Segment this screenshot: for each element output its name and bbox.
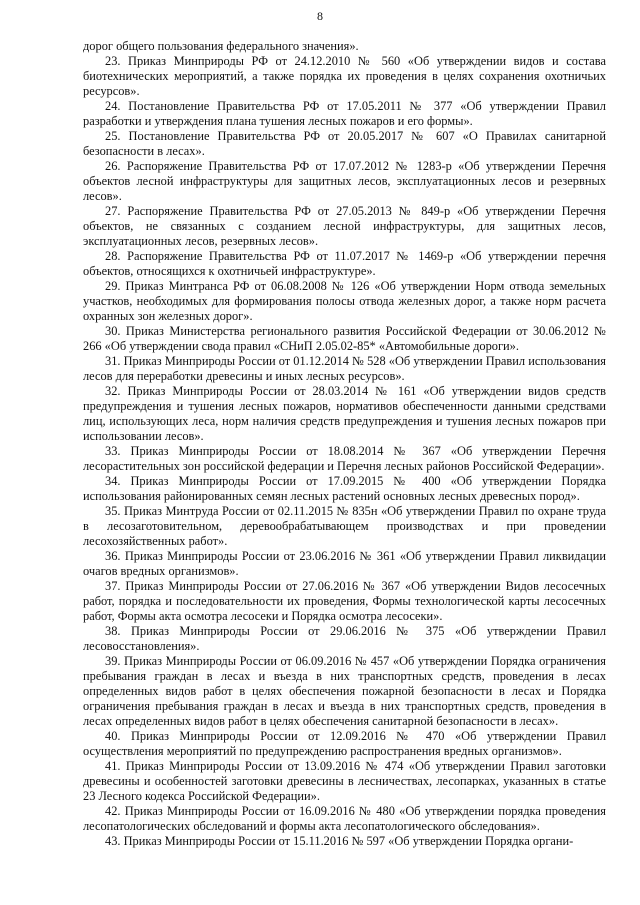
list-item-30: 30. Приказ Министерства регионального развития Российской Федерации от 30.06.2012 № 266 «Об утверждении свода правил «СНиП 2.05.02-85* «Автомобильные дороги». [83,324,606,353]
list-item-29: 29. Приказ Минтранса РФ от 06.08.2008 № 126 «Об утверждении Норм отвода земельных участков, необходимых для формирования полосы отвода железных дорог, а также норм расчета охранных зон железных дорог». [83,279,606,323]
list-item-28: 28. Распоряжение Правительства РФ от 11.07.2017 № 1469-р «Об утверждении перечня объектов, относящихся к охотничьей инфраструктуре». [83,249,606,278]
list-item-40: 40. Приказ Минприроды России от 12.09.2016 № 470 «Об утверждении Правил осуществления мероприятий по предупреждению распространения вредных организмов». [83,729,606,758]
continuation-paragraph: дорог общего пользования федерального значения». [83,39,359,53]
list-item-31: 31. Приказ Минприроды России от 01.12.2014 № 528 «Об утверждении Правил использования лесов для переработки древесины и иных лесных ресурсов». [83,354,606,383]
list-item-38: 38. Приказ Минприроды России от 29.06.2016 № 375 «Об утверждении Правил лесовосстановления». [83,624,606,653]
list-item-37: 37. Приказ Минприроды России от 27.06.2016 № 367 «Об утверждении Видов лесосечных работ, порядка и последовательности их проведения, Формы технологической карты лесосечных работ, Формы акта осмотра лесосеки и Порядка осмотра лесосеки». [83,579,606,623]
list-item-24: 24. Постановление Правительства РФ от 17.05.2011 № 377 «Об утверждении Правил разработки и утверждения плана тушения лесных пожаров и его формы». [83,99,606,128]
page-number: 8 [317,9,323,23]
list-item-23: 23. Приказ Минприроды РФ от 24.12.2010 № 560 «Об утверждении видов и состава биотехнических мероприятий, а также порядка их проведения в целях сохранения охотничьих ресурсов». [83,54,606,98]
list-item-41: 41. Приказ Минприроды России от 13.09.2016 № 474 «Об утверждении Правил заготовки древесины и особенностей заготовки древесины в лесничествах, лесопарках, указанных в статье 23 Лесного кодекса Российской Федерации». [83,759,606,803]
list-item-43: 43. Приказ Минприроды России от 15.11.2016 № 597 «Об утверждении Порядка органи- [105,834,574,848]
list-item-39: 39. Приказ Минприроды России от 06.09.2016 № 457 «Об утверждении Порядка ограничения пребывания граждан в лесах и въезда в них транспортных средств, проведения в лесах определенных видов работ в целях обеспечения пожарной безопасности в лесах и Порядка ограничения пребывания граждан в лесах и въезда в них транспортных средств, проведения в лесах определенных видов работ в целях обеспечения санитарной безопасности в лесах». [83,654,606,728]
list-item-26: 26. Распоряжение Правительства РФ от 17.07.2012 № 1283-р «Об утверждении Перечня объектов лесной инфраструктуры для защитных лесов, эксплуатационных лесов и резервных лесов». [83,159,606,203]
list-item-32: 32. Приказ Минприроды России от 28.03.2014 № 161 «Об утверждении видов средств предупреждения и тушения лесных пожаров, нормативов обеспеченности данными средствами лиц, использующих леса, норм наличия средств предупреждения и тушения лесных пожаров при использовании лесов». [83,384,606,443]
list-item-42: 42. Приказ Минприроды России от 16.09.2016 № 480 «Об утверждении порядка проведения лесопатологических обследований и формы акта лесопатологического обследования». [83,804,606,833]
list-item-34: 34. Приказ Минприроды России от 17.09.2015 № 400 «Об утверждении Порядка использования районированных семян лесных растений основных лесных древесных пород». [83,474,606,503]
list-item-33: 33. Приказ Минприроды России от 18.08.2014 № 367 «Об утверждении Перечня лесорастительных зон российской федерации и Перечня лесных районов Российской Федерации». [83,444,606,473]
document-body [83,39,606,849]
list-item-25: 25. Постановление Правительства РФ от 20.05.2017 № 607 «О Правилах санитарной безопасности в лесах». [83,129,606,158]
list-item-27: 27. Распоряжение Правительства РФ от 27.05.2013 № 849-р «Об утверждении Перечня объектов, не связанных с созданием лесной инфраструктуры, для защитных лесов, эксплуатационных лесов, резервных лесов». [83,204,606,248]
list-item-35: 35. Приказ Минтруда России от 02.11.2015 № 835н «Об утверждении Правил по охране труда в лесозаготовительном, деревообрабатывающем производствах и при проведении лесохозяйственных работ». [83,504,606,548]
list-item-36: 36. Приказ Минприроды России от 23.06.2016 № 361 «Об утверждении Правил ликвидации очагов вредных организмов». [83,549,606,578]
